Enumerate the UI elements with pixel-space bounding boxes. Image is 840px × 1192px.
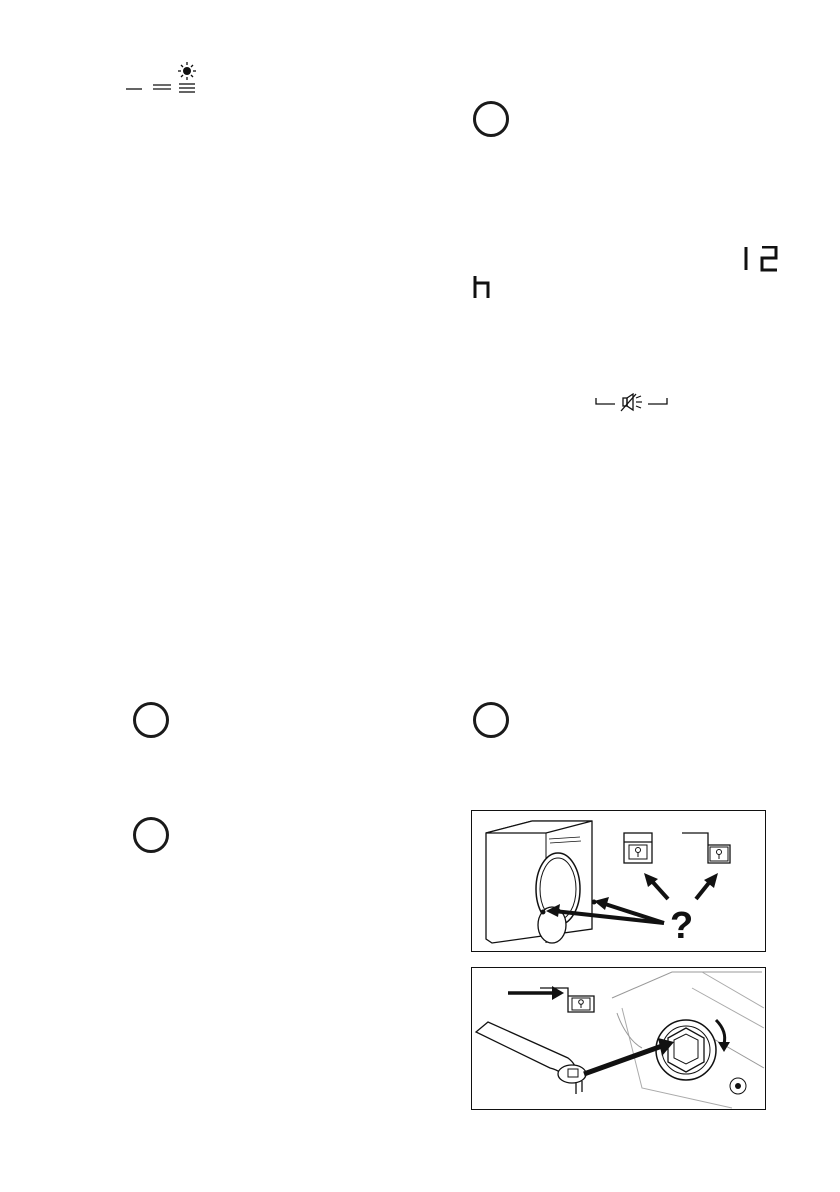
figure-lock-wrench: [471, 967, 766, 1110]
info-icon: [473, 702, 509, 738]
lock-wrench-illustration: [472, 968, 765, 1109]
info-icon: [473, 101, 509, 137]
question-mark: ?: [670, 905, 694, 947]
info-icon: [133, 702, 169, 738]
figure-dryer-lock-options: [471, 810, 766, 952]
sun-light-symbol-icon: [122, 62, 202, 98]
dryer-illustration: [472, 811, 765, 951]
sound-off-icon: [595, 393, 669, 413]
info-icon: [133, 817, 169, 853]
display-digits-12: [740, 246, 780, 272]
display-letter-h: [472, 275, 492, 299]
